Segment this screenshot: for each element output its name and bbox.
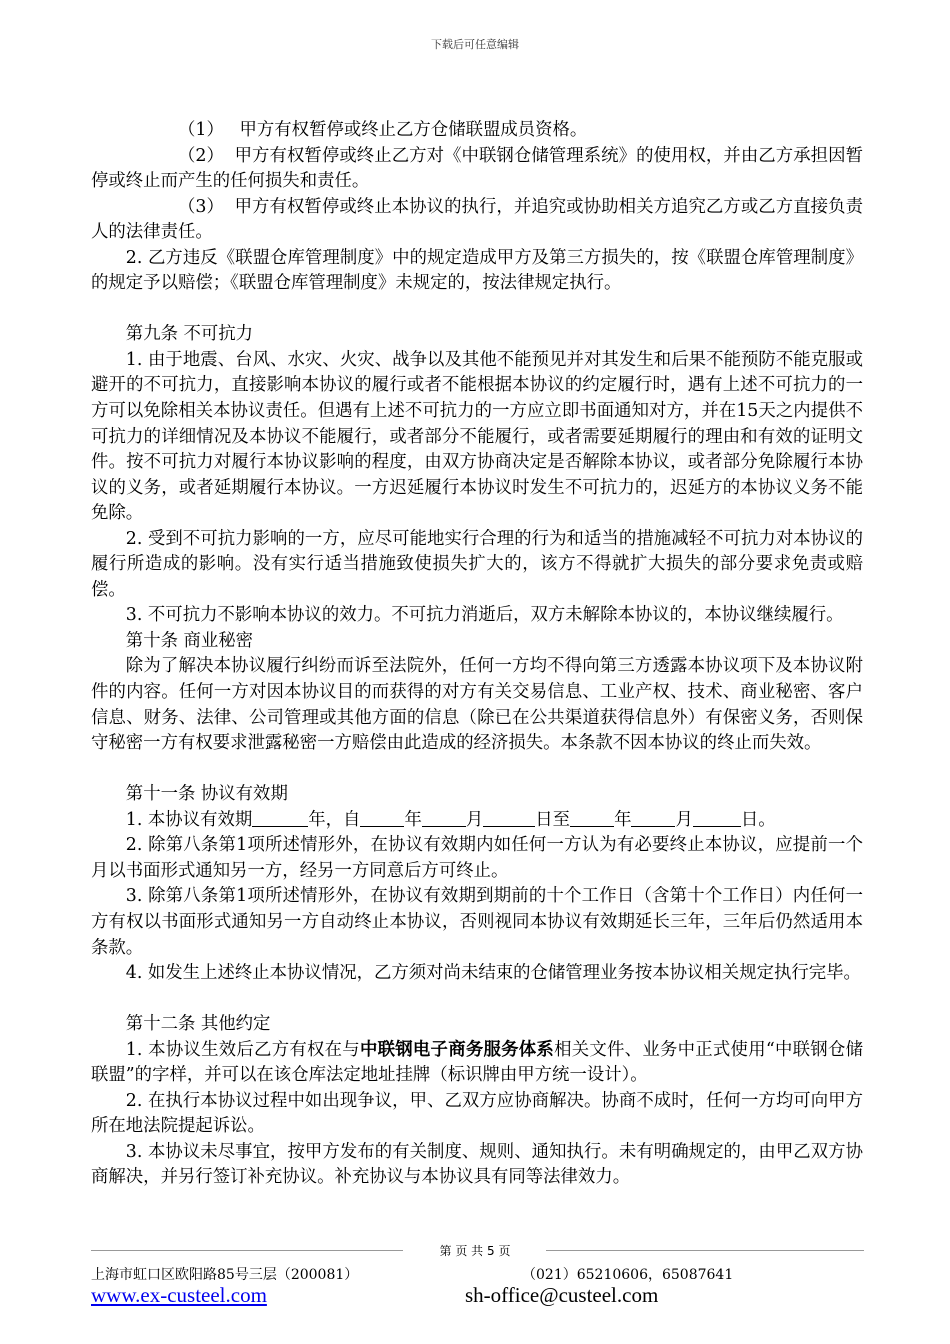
art9-paragraph-1: 1. 由于地震、台风、水灾、火灾、战争以及其他不能预见并对其发生和后果不能预防不能克服或避开的不可抗力，直接影响本协议的履行或者不能根据本协议的约定履行时，遇有上述不可抗力的一方可以免除相关本协议责任。但遇有上述不可抗力的一方应立即书面通知对方，并在15天之内提供不可抗力的详细情况及本协议不能履行，或者部分不能履行，或者需要延期履行的理由和有效的证明文件。按不可抗力对履行本协议影响的程度，由双方协商决定是否解除本协议，或者部分免除履行本协议的义务，或者延期履行本协议。一方迟延履行本协议时发生不可抗力的，迟延方的本协议义务不能免除。 <box>91 349 863 524</box>
item-number: （3） <box>178 196 224 217</box>
text-run: 1. 本协议有效期 <box>125 809 253 830</box>
header-note: 下载后可任意编辑 <box>431 38 519 51</box>
art11-paragraph-2: 2. 除第八条第1项所述情形外，在协议有效期内如任何一方认为有必要终止本协议，应提前一个月以书面形式通知另一方，经另一方同意后方可终止。 <box>91 835 863 881</box>
item-text: 甲方有权暂停或终止乙方仓储联盟成员资格。 <box>239 120 588 140</box>
art12-paragraph-2: 2. 在执行本协议过程中如出现争议，甲、乙双方应协商解决。协商不成时，任何一方均可向甲方所在地法院提起诉讼。 <box>91 1090 863 1137</box>
art10-paragraph-1: 除为了解决本协议履行纠纷而诉至法院外，任何一方均不得向第三方透露本协议项下及本协议附件的内容。任何一方对因本协议目的而获得的对方有关交易信息、工业产权、技术、商业秘密、客户信息、财务、法律、公司管理或其他方面的信息（除已在公共渠道获得信息外）有保密义务，否则保守秘密一方有权要求泄露秘密一方赔偿由此造成的经济损失。本条款不因本协议的终止而失效。 <box>91 656 863 754</box>
text-run: 月 <box>465 809 484 830</box>
art9-paragraph-2: 2. 受到不可抗力影响的一方，应尽可能地实行合理的行为和适当的措施减轻不可抗力对本协议的履行所造成的影响。没有实行适当措施致使损失扩大的，该方不得就扩大损失的部分要求免责或赔偿。 <box>91 528 863 600</box>
fill-blank[interactable] <box>693 808 741 826</box>
fill-blank[interactable] <box>483 808 535 826</box>
art11-paragraph-1 <box>91 808 863 834</box>
footer-email[interactable]: sh-office@custeel.com <box>465 1283 659 1307</box>
footer-divider-left <box>91 1250 403 1251</box>
fill-blank[interactable] <box>631 808 675 826</box>
spacer <box>91 757 863 783</box>
art8-paragraph-2: 2. 乙方违反《联盟仓库管理制度》中的规定造成甲方及第三方损失的，按《联盟仓库管理制度》的规定予以赔偿；《联盟仓库管理制度》未规定的，按法律规定执行。 <box>91 247 863 294</box>
art9-title: 第九条 不可抗力 <box>125 324 254 345</box>
fill-blank[interactable] <box>252 808 308 826</box>
fill-blank[interactable] <box>570 808 614 826</box>
fill-blank[interactable] <box>422 808 466 826</box>
art12-paragraph-1 <box>91 1038 863 1089</box>
text-run: 年，自 <box>308 809 361 830</box>
spacer <box>91 297 863 323</box>
page-number: 第 页 共 5 页 <box>439 1244 511 1258</box>
text-run: 年 <box>404 809 422 830</box>
art8-item-3 <box>91 195 863 246</box>
text-run: 日至 <box>535 809 571 830</box>
text-run: 相关文件、业务中正式使用“中联钢仓储联盟”的字样，并可以在该仓库法定地址挂牌（标识牌由甲方统一设计）。 <box>91 1039 863 1086</box>
art10-title: 第十条 商业秘密 <box>125 630 254 651</box>
art12-paragraph-3: 3. 本协议未尽事宜，按甲方发布的有关制度、规则、通知执行。未有明确规定的，由甲乙双方协商解决，并另行签订补充协议。补充协议与本协议具有同等法律效力。 <box>91 1141 863 1188</box>
item-text: 甲方有权暂停或终止乙方对《中联钢仓储管理系统》的使用权，并由乙方承担因暂停或终止而产生的任何损失和责任。 <box>91 145 863 192</box>
footer-address: 上海市虹口区欧阳路85号三层（200081） <box>91 1267 359 1283</box>
item-text: 甲方有权暂停或终止本协议的执行，并追究或协助相关方追究乙方或乙方直接负责人的法律责任。 <box>91 196 863 243</box>
footer-divider-right <box>546 1250 864 1251</box>
text-run: 月 <box>675 809 693 830</box>
art12-title: 第十二条 其他约定 <box>125 1014 271 1035</box>
art11-paragraph-4: 4. 如发生上述终止本协议情况，乙方须对尚未结束的仓储管理业务按本协议相关规定执行完毕。 <box>125 963 861 984</box>
document-body <box>91 118 863 1191</box>
art9-paragraph-3: 3. 不可抗力不影响本协议的效力。不可抗力消逝后，双方未解除本协议的，本协议继续履行。 <box>125 605 844 626</box>
art8-item-1 <box>91 118 863 144</box>
art8-item-2 <box>91 144 863 195</box>
item-number: （2） <box>178 145 224 166</box>
art11-paragraph-3: 3. 除第八条第1项所述情形外，在协议有效期到期前的十个工作日（含第十个工作日）内任何一方有权以书面形式通知另一方自动终止本协议，否则视同本协议有效期延长三年，三年后仍然适用本条款。 <box>91 886 863 958</box>
text-run: 日。 <box>740 809 776 830</box>
footer-phone: （021）65210606，65087641 <box>522 1267 734 1283</box>
bold-text-run: 中联钢电子商务服务体系 <box>359 1039 555 1060</box>
item-number: （1） <box>178 120 224 140</box>
footer-website-link[interactable]: www.ex-custeel.com <box>91 1283 267 1307</box>
art11-title: 第十一条 协议有效期 <box>125 784 288 805</box>
fill-blank[interactable] <box>360 808 404 826</box>
text-run: 年 <box>614 809 632 830</box>
text-run: 1. 本协议生效后乙方有权在与 <box>125 1039 360 1060</box>
spacer <box>91 987 863 1013</box>
